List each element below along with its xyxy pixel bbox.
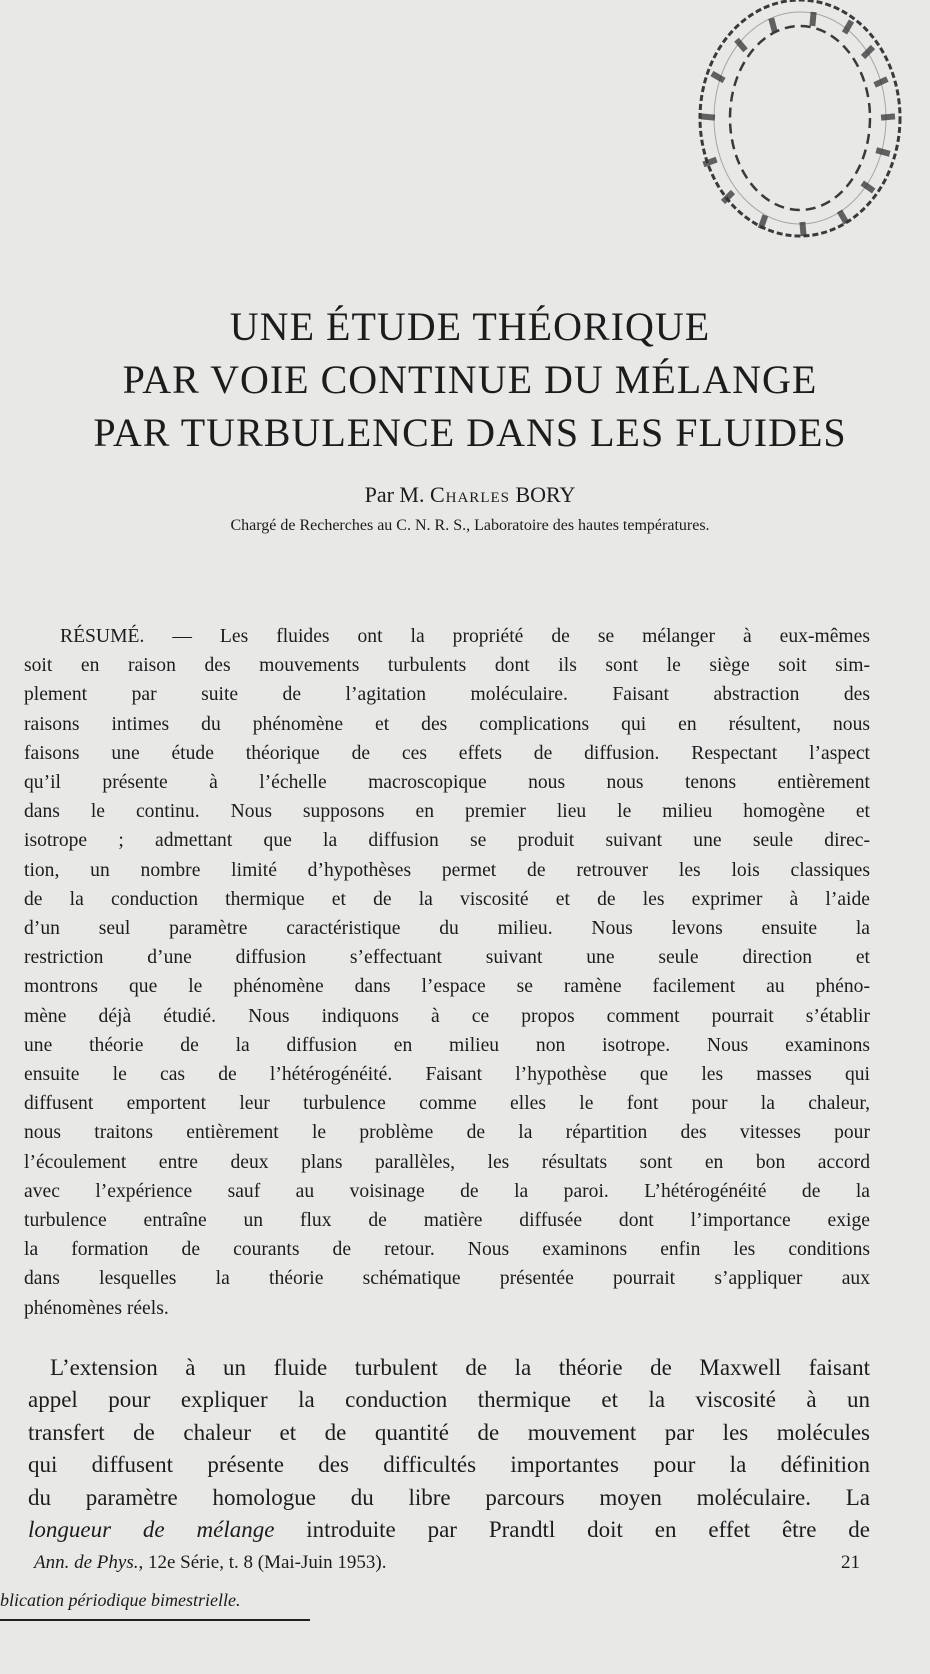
footer-rule [0, 1619, 310, 1621]
body-line: du paramètre homologue du libre parcours moyen moléculaire. La [28, 1484, 870, 1510]
body-line: L’extension à un fluide turbulent de la théorie de Maxwell faisant [50, 1355, 870, 1380]
abstract-line: raisons intimes du phénomène et des complications qui en résultent, nous [24, 713, 870, 735]
body-line: transfert de chaleur et de quantité de mouvement par les molécules [28, 1419, 870, 1445]
abstract [24, 622, 870, 1323]
abstract-line: montrons que le phénomène dans l’espace se ramène facilement au phéno- [24, 976, 870, 998]
body-line-rest: introduite par Prandtl doit en effet être de [274, 1517, 870, 1543]
abstract-line: tion, un nombre limité d’hypothèses permet de retrouver les lois classiques [24, 859, 870, 881]
abstract-line: la formation de courants de retour. Nous examinons enfin les conditions [24, 1239, 870, 1261]
abstract-line: isotrope ; admettant que la diffusion se produit suivant une seule direc- [24, 830, 870, 852]
abstract-line: de la conduction thermique et de la viscosité et de les exprimer à l’aide [24, 888, 870, 910]
title-line-1: UNE ÉTUDE THÉORIQUE [229, 304, 711, 349]
body-line: appel pour expliquer la conduction thermique et la viscosité à un [28, 1387, 870, 1413]
author-affiliation: Chargé de Recherches au C. N. R. S., Laboratoire des hautes températures. [230, 517, 710, 534]
abstract-line: phénomènes réels. [24, 1297, 169, 1319]
abstract-line: qu’il présente à l’échelle macroscopique nous nous tenons entièrement [24, 772, 870, 794]
emphasis-term: longueur de mélange [28, 1517, 275, 1543]
abstract-line: une théorie de la diffusion en milieu non isotrope. Nous examinons [24, 1034, 870, 1056]
abstract-line: diffusent emportent leur turbulence comme elles le font pour la chaleur, [24, 1093, 870, 1115]
abstract-line: l’écoulement entre deux plans parallèles, les résultats sont en bon accord [24, 1151, 870, 1173]
author-line [40, 482, 900, 508]
abstract-line: faisons une étude théorique de ces effets de diffusion. Respectant l’aspect [24, 742, 870, 764]
abstract-line: RÉSUMÉ. — Les fluides ont la propriété de se mélanger à eux-mêmes [60, 626, 870, 647]
abstract-line: ensuite le cas de l’hétérogénéité. Faisant l’hypothèse que les masses qui [24, 1064, 870, 1086]
abstract-line: dans lesquelles la théorie schématique présentée pourrait s’appliquer aux [24, 1268, 870, 1290]
library-stamp [650, 0, 910, 275]
journal-footer [34, 1552, 860, 1574]
author-surname: BORY [515, 482, 576, 507]
journal-citation: , 12e Série, t. 8 (Mai-Juin 1953). [138, 1552, 387, 1573]
author-first-name: Charles [429, 482, 510, 507]
body-paragraph [28, 1352, 870, 1546]
abstract-line: nous traitons entièrement le problème de la répartition des vitesses pour [24, 1122, 870, 1144]
abstract-line: turbulence entraîne un flux de matière diffusée dont l’importance exige [24, 1210, 870, 1232]
article-title [40, 300, 900, 459]
abstract-line: restriction d’une diffusion s’effectuant suivant une seule direction et [24, 947, 870, 969]
abstract-line: mène déjà étudié. Nous indiquons à ce propos comment pourrait s’établir [24, 1005, 870, 1027]
title-line-3: PAR TURBULENCE DANS LES FLUIDES [93, 410, 847, 455]
abstract-line: dans le continu. Nous supposons en premier lieu le milieu homogène et [24, 801, 870, 823]
abstract-line: d’un seul paramètre caractéristique du milieu. Nous levons ensuite la [24, 918, 870, 940]
journal-name: Ann. de Phys. [34, 1552, 139, 1573]
author-prefix: Par M. [364, 482, 425, 507]
title-line-2: PAR VOIE CONTINUE DU MÉLANGE [122, 357, 818, 402]
body-line: qui diffusent présente des difficultés importantes pour la définition [28, 1452, 870, 1478]
abstract-line: avec l’expérience sauf au voisinage de la paroi. L’hétérogénéité de la [24, 1180, 870, 1202]
publication-note: blication périodique bimestrielle. [0, 1590, 241, 1610]
abstract-line: soit en raison des mouvements turbulents dont ils sont le siège soit sim- [24, 655, 870, 677]
page-number: 21 [841, 1552, 860, 1573]
abstract-line: plement par suite de l’agitation moléculaire. Faisant abstraction des [24, 684, 870, 706]
body-line [28, 1514, 870, 1546]
